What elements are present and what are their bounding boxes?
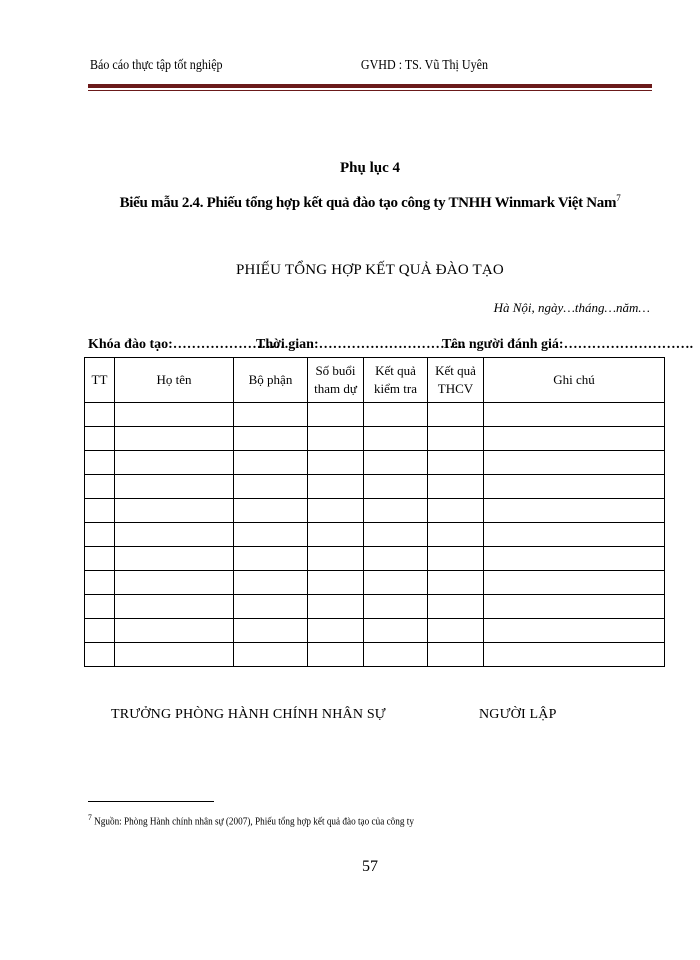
table-cell — [484, 643, 665, 667]
table-cell — [85, 451, 115, 475]
header-cell-tt: TT — [85, 358, 115, 403]
table-cell — [308, 619, 364, 643]
table-cell — [364, 523, 428, 547]
table-header-row — [85, 358, 665, 403]
table-cell — [484, 499, 665, 523]
table-cell — [85, 547, 115, 571]
table-cell — [428, 475, 484, 499]
table-row — [85, 427, 665, 451]
table-cell — [234, 523, 308, 547]
header-cell-department: Bộ phận — [234, 358, 308, 403]
table-cell — [308, 451, 364, 475]
table-cell — [364, 643, 428, 667]
header-rule-thick — [88, 84, 652, 88]
table-row — [85, 475, 665, 499]
footnote-ref: 7 — [616, 193, 621, 203]
form-caption — [88, 193, 652, 212]
table-cell — [484, 547, 665, 571]
table-cell — [308, 499, 364, 523]
table-cell — [308, 523, 364, 547]
table-row — [85, 619, 665, 643]
table-row — [85, 499, 665, 523]
table-cell — [364, 427, 428, 451]
table-cell — [85, 595, 115, 619]
table-cell — [115, 499, 234, 523]
table-cell — [428, 427, 484, 451]
table-cell — [85, 619, 115, 643]
table-cell — [428, 571, 484, 595]
table-cell — [234, 475, 308, 499]
table-cell — [484, 427, 665, 451]
page-header — [90, 58, 572, 80]
table-cell — [308, 571, 364, 595]
table-cell — [484, 403, 665, 427]
table-cell — [234, 595, 308, 619]
table-cell — [364, 619, 428, 643]
table-cell — [85, 403, 115, 427]
table-cell — [308, 427, 364, 451]
table-cell — [364, 595, 428, 619]
table-cell — [428, 523, 484, 547]
table-cell — [85, 427, 115, 451]
table-cell — [85, 523, 115, 547]
table-cell — [115, 403, 234, 427]
table-cell — [85, 571, 115, 595]
table-cell — [308, 403, 364, 427]
table-row — [85, 571, 665, 595]
table-row — [85, 451, 665, 475]
table-cell — [428, 595, 484, 619]
table-cell — [234, 427, 308, 451]
footnote-text: Nguồn: Phòng Hành chính nhân sự (2007), Phiếu tổng hợp kết quả đào tạo của công ty — [91, 816, 414, 828]
table-cell — [234, 403, 308, 427]
signature-hr-head: TRƯỞNG PHÒNG HÀNH CHÍNH NHÂN SỰ — [111, 707, 386, 722]
header-cell-notes: Ghi chú — [484, 358, 665, 403]
table-cell — [428, 547, 484, 571]
table-cell — [364, 451, 428, 475]
page-number: 57 — [362, 858, 378, 875]
table-cell — [308, 595, 364, 619]
table-cell — [484, 571, 665, 595]
appendix-title: Phụ lục 4 — [339, 160, 400, 176]
header-supervisor: GVHD : TS. Vũ Thị Uyên — [360, 58, 489, 73]
table-cell — [308, 643, 364, 667]
table-row — [85, 643, 665, 667]
table-cell — [234, 451, 308, 475]
table-cell — [364, 403, 428, 427]
table-body — [85, 403, 665, 667]
footnote — [88, 813, 414, 827]
table-cell — [234, 571, 308, 595]
table-cell — [85, 475, 115, 499]
footnote-marker: 7 — [88, 813, 92, 822]
header-cell-name: Họ tên — [115, 358, 234, 403]
table-cell — [364, 547, 428, 571]
table-cell — [234, 619, 308, 643]
footnote-rule — [88, 801, 214, 802]
table-cell — [428, 619, 484, 643]
table-row — [85, 403, 665, 427]
table-cell — [115, 427, 234, 451]
table-cell — [484, 475, 665, 499]
results-table — [84, 357, 665, 667]
table-cell — [364, 571, 428, 595]
table-cell — [85, 643, 115, 667]
table-cell — [308, 547, 364, 571]
table-row — [85, 523, 665, 547]
table-cell — [85, 499, 115, 523]
table-cell — [364, 475, 428, 499]
table-cell — [484, 595, 665, 619]
table-cell — [115, 619, 234, 643]
table-cell — [115, 451, 234, 475]
table-cell — [428, 499, 484, 523]
header-report-title: Báo cáo thực tập tốt nghiệp — [90, 58, 223, 73]
table-row — [85, 595, 665, 619]
table-cell — [428, 643, 484, 667]
table-cell — [115, 643, 234, 667]
signature-preparer: NGƯỜI LẬP — [479, 707, 557, 722]
table-cell — [234, 547, 308, 571]
table-cell — [115, 547, 234, 571]
form-title: PHIẾU TỔNG HỢP KẾT QUẢ ĐÀO TẠO — [236, 262, 504, 278]
header-cell-sessions: Số buổi tham dự — [308, 358, 364, 403]
table-row — [85, 547, 665, 571]
form-caption-text: Biểu mẫu 2.4. Phiếu tổng hợp kết quả đào tạo công ty TNHH Winmark Việt Nam — [119, 195, 617, 211]
table-cell — [115, 595, 234, 619]
table-cell — [115, 571, 234, 595]
course-field: Khóa đào tạo:……………………. — [88, 337, 289, 352]
table-cell — [234, 499, 308, 523]
table-cell — [428, 403, 484, 427]
header-rule-thin — [88, 90, 652, 91]
table-cell — [115, 475, 234, 499]
time-field: Thời gian:………………………….. — [256, 337, 466, 352]
table-cell — [484, 523, 665, 547]
table-cell — [115, 523, 234, 547]
table-cell — [308, 475, 364, 499]
table-cell — [234, 643, 308, 667]
table-cell — [484, 619, 665, 643]
header-cell-performance: Kết quả THCV — [428, 358, 484, 403]
date-line: Hà Nội, ngày…tháng…năm… — [493, 300, 650, 315]
table-cell — [428, 451, 484, 475]
evaluator-field: Tên người đánh giá:………………………. — [442, 337, 694, 352]
table-cell — [364, 499, 428, 523]
table-cell — [484, 451, 665, 475]
header-cell-test-result: Kết quả kiểm tra — [364, 358, 428, 403]
